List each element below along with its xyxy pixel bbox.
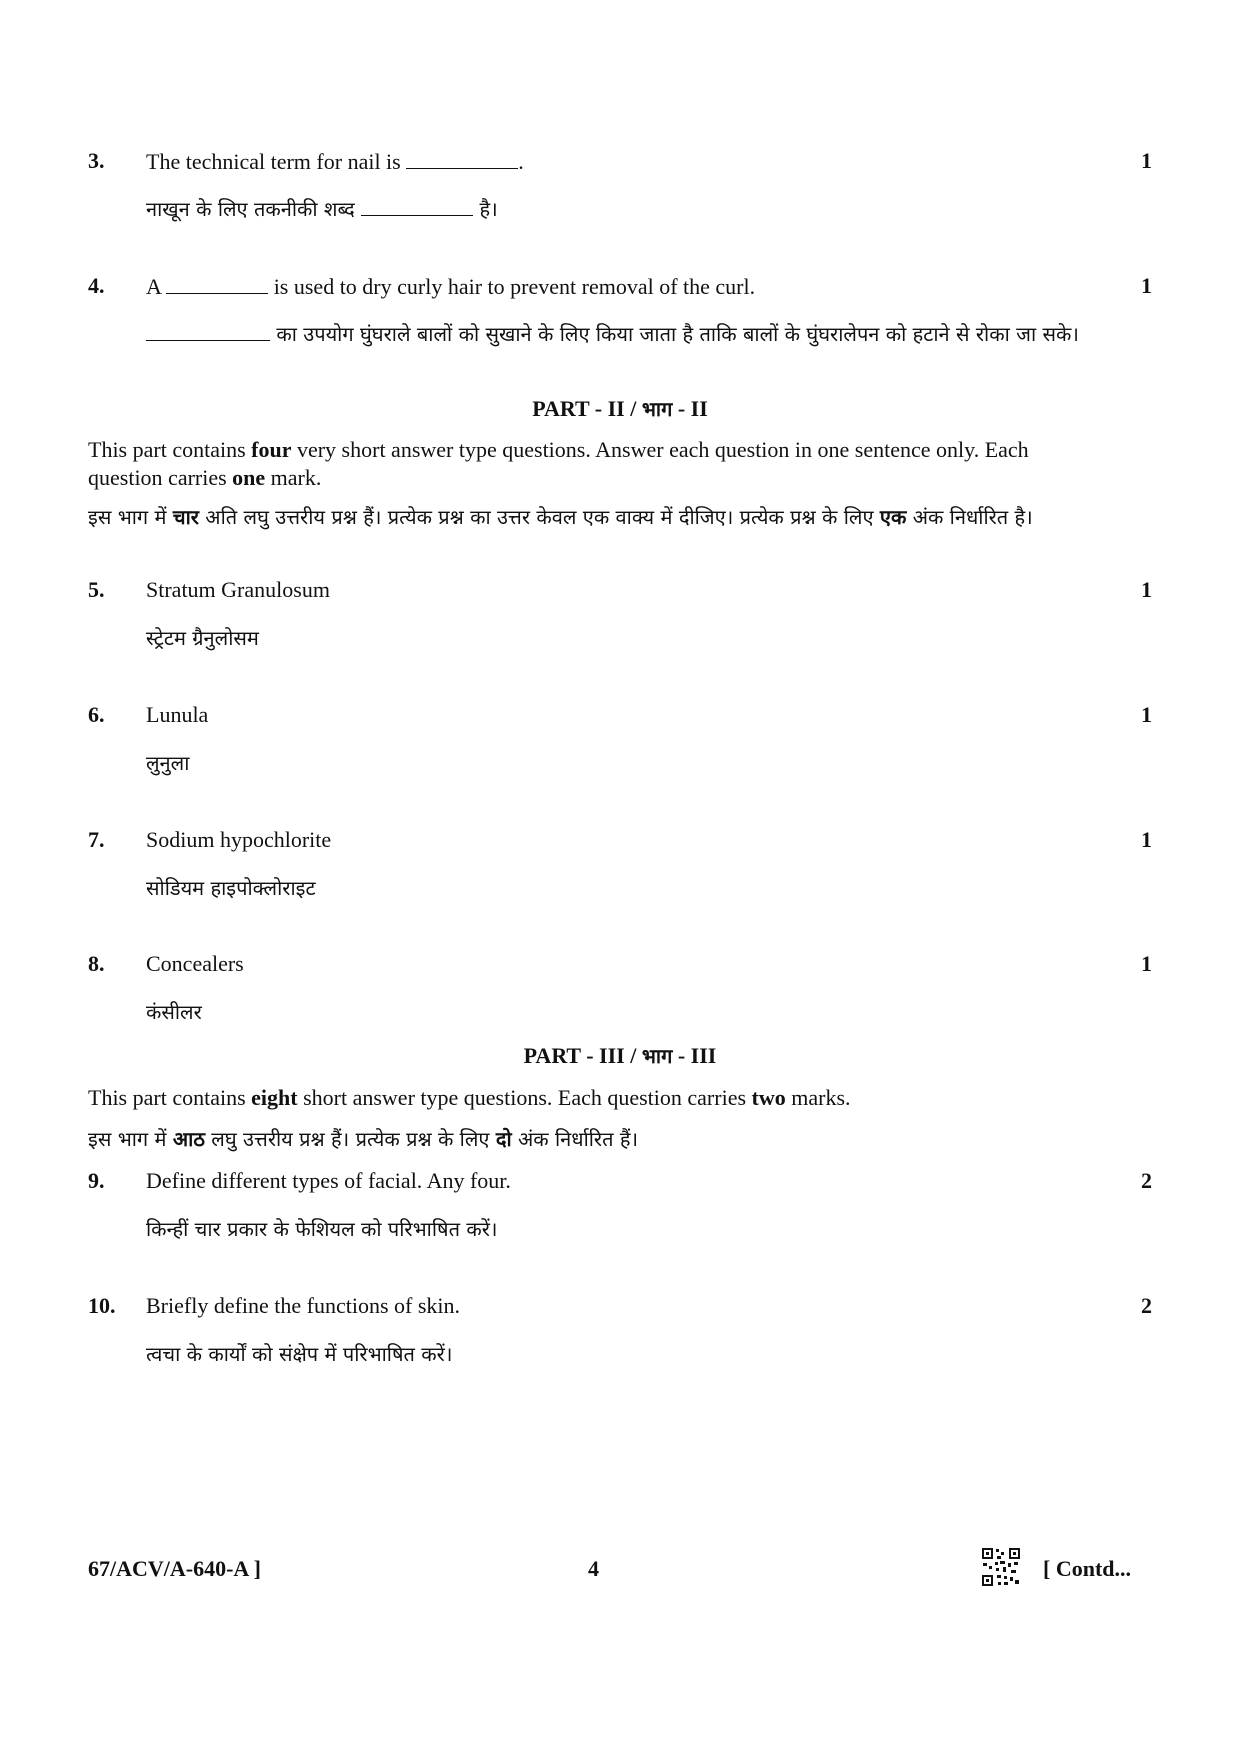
question-number: 5. bbox=[88, 577, 105, 602]
question-number: 6. bbox=[88, 702, 105, 727]
question-marks: 1 bbox=[1141, 273, 1152, 298]
fill-blank bbox=[146, 320, 270, 341]
question-text-en: Concealers bbox=[146, 951, 244, 976]
question-text-hi: कंसीलर bbox=[146, 1000, 202, 1024]
fill-blank bbox=[166, 273, 268, 294]
part-2-instructions-en: This part contains four very short answer type questions. Answer each question in one sentence only. Each question carries one mark. bbox=[88, 437, 1029, 490]
continued-label: [ Contd... bbox=[1043, 1556, 1132, 1581]
paper-code: 67/ACV/A-640-A ] bbox=[88, 1556, 261, 1581]
part-2-instructions-hi: इस भाग में चार अति लघु उत्तरीय प्रश्न हैं। प्रत्येक प्रश्न का उत्तर केवल एक वाक्य में दीजिए। प्रत्येक प्रश्न के लिए एक अंक निर्धारित है। bbox=[88, 505, 1033, 529]
part-3-title: PART - III / भाग - III bbox=[523, 1043, 717, 1068]
question-text-hi: स्ट्रेटम ग्रैनुलोसम bbox=[146, 626, 259, 650]
question-marks: 1 bbox=[1141, 148, 1152, 173]
question-number: 9. bbox=[88, 1168, 105, 1193]
part-3-instructions-en: This part contains eight short answer type questions. Each question carries two marks. bbox=[88, 1085, 851, 1110]
question-text-hi: नाखून के लिए तकनीकी शब्द है। bbox=[146, 197, 498, 221]
question-text-en: Briefly define the functions of skin. bbox=[146, 1293, 461, 1318]
question-marks: 1 bbox=[1141, 827, 1152, 852]
question-marks: 2 bbox=[1141, 1168, 1152, 1193]
question-number: 10. bbox=[88, 1293, 116, 1318]
question-number: 8. bbox=[88, 951, 105, 976]
question-text-en: Sodium hypochlorite bbox=[146, 827, 332, 852]
question-text-hi: सोडियम हाइपोक्लोराइट bbox=[146, 876, 316, 900]
question-text-en: Stratum Granulosum bbox=[146, 577, 330, 602]
question-marks: 2 bbox=[1141, 1293, 1152, 1318]
part-2-title: PART - II / भाग - II bbox=[532, 396, 708, 421]
question-text-hi: का उपयोग घुंघराले बालों को सुखाने के लिए किया जाता है ताकि बालों के घुंघरालेपन को हटाने से रोका जा सके। bbox=[146, 317, 1096, 351]
question-number: 3. bbox=[88, 148, 105, 173]
question-text-en: Lunula bbox=[146, 702, 209, 727]
question-text-hi: लुनुला bbox=[146, 751, 190, 775]
question-text-hi: किन्हीं चार प्रकार के फेशियल को परिभाषित करें। bbox=[146, 1217, 498, 1241]
question-marks: 1 bbox=[1141, 951, 1152, 976]
fill-blank bbox=[361, 195, 473, 216]
qr-code-icon bbox=[981, 1547, 1021, 1587]
question-number: 4. bbox=[88, 273, 105, 298]
page-number: 4 bbox=[588, 1556, 599, 1581]
question-text-en: The technical term for nail is . bbox=[146, 149, 524, 174]
question-text-hi: त्वचा के कार्यों को संक्षेप में परिभाषित करें। bbox=[146, 1342, 453, 1366]
question-text-en: A is used to dry curly hair to prevent removal of the curl. bbox=[146, 274, 756, 299]
question-marks: 1 bbox=[1141, 702, 1152, 727]
question-number: 7. bbox=[88, 827, 105, 852]
question-text-en: Define different types of facial. Any four. bbox=[146, 1168, 511, 1193]
question-marks: 1 bbox=[1141, 577, 1152, 602]
part-3-instructions-hi: इस भाग में आठ लघु उत्तरीय प्रश्न हैं। प्रत्येक प्रश्न के लिए दो अंक निर्धारित हैं। bbox=[88, 1127, 639, 1151]
fill-blank bbox=[406, 148, 518, 169]
